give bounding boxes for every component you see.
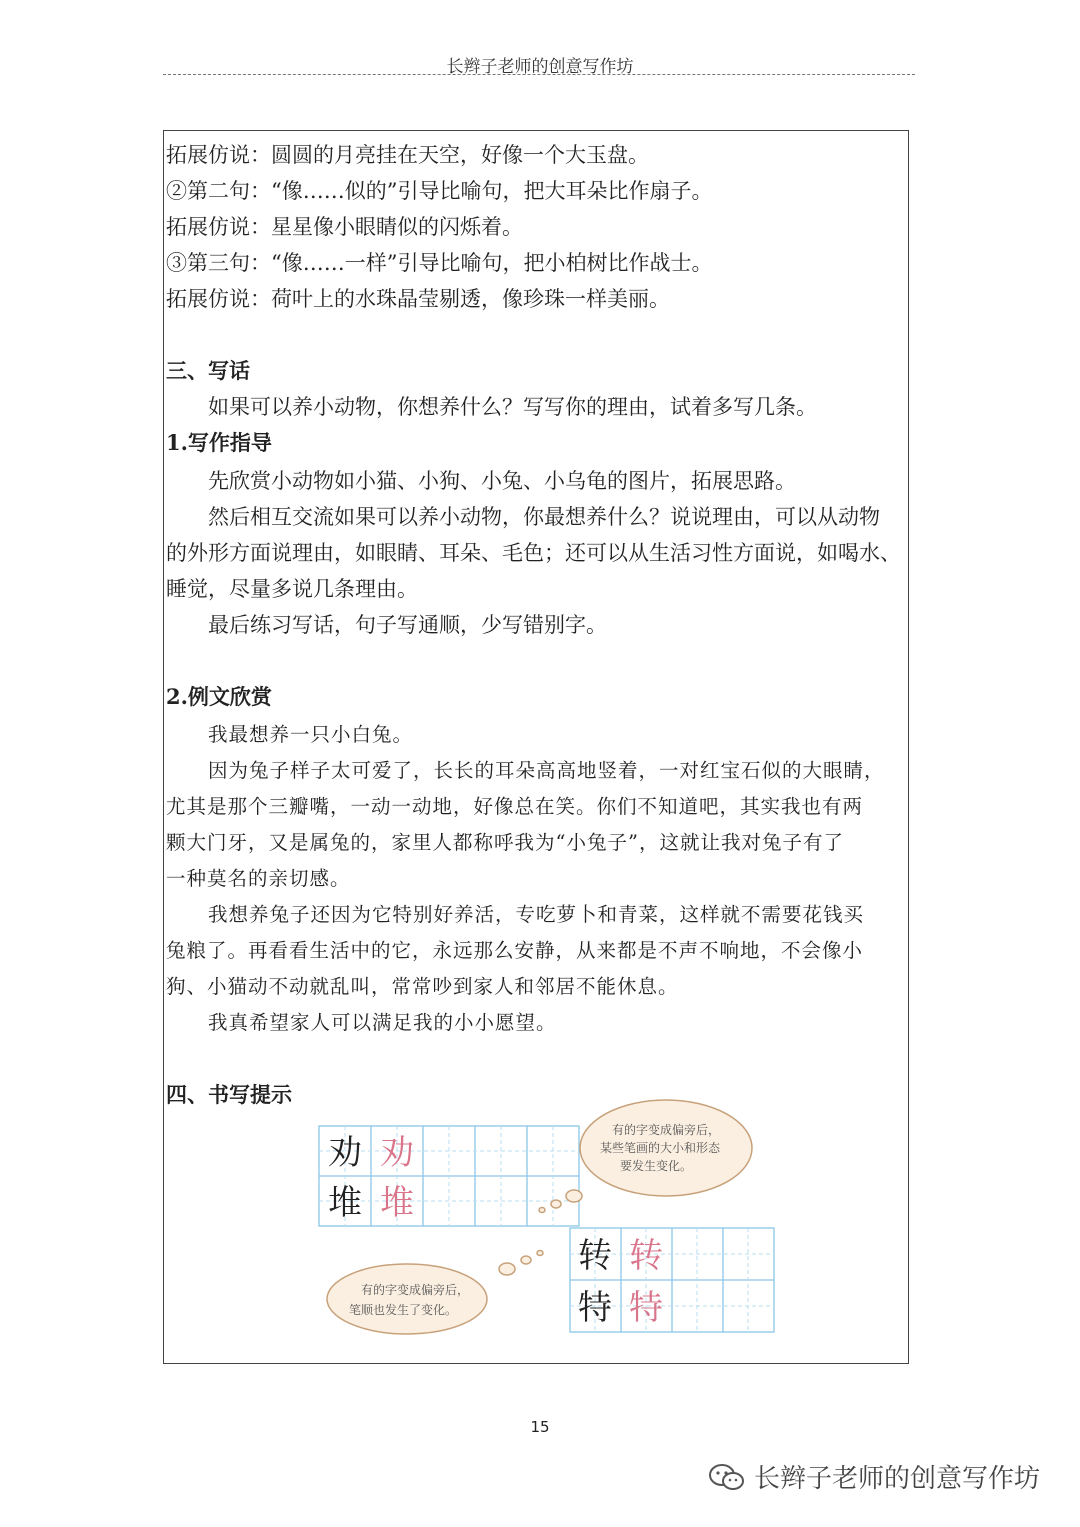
bubble-1-text: 要发生变化。 [620,1159,693,1173]
text-line: 拓展仿说：圆圆的月亮挂在天空，好像一个大玉盘。 [166,143,649,167]
example-line: 尤其是那个三瓣嘴，一动一动地，好像总在笑。你们不知道吧，其实我也有两 [166,795,864,818]
example-line: 狗、小猫动不动就乱叫，常常吵到家人和邻居不能休息。 [166,975,679,998]
char-black: 堆 [328,1183,362,1223]
guide-paragraph-3: 最后练习写话，句子写通顺，少写错别字。 [208,613,607,637]
bubble-1-text: 有的字变成偏旁后， [612,1123,721,1137]
guide-paragraph-2-line: 然后相互交流如果可以养小动物，你最想养什么？说说理由，可以从动物 [208,505,880,529]
text-line: 拓展仿说：荷叶上的水珠晶莹剔透，像珍珠一样美丽。 [166,287,670,311]
char-red: 堆 [380,1183,414,1223]
example-line: 因为兔子样子太可爱了，长长的耳朵高高地竖着，一对红宝石似的大眼睛， [208,759,885,782]
section-4-title: 四、书写提示 [166,1082,292,1107]
example-title: 2.例文欣赏 [166,684,272,709]
text-line: ③第三句：“像……一样”引导比喻句，把小柏树比作战士。 [166,251,713,275]
guide-paragraph-2-line: 睡觉，尽量多说几条理由。 [166,577,418,601]
wechat-icon [708,1462,746,1492]
bubble-2-text: 有的字变成偏旁后， [361,1283,470,1297]
bubble-1-text: 某些笔画的大小和形态 [600,1141,721,1155]
content-box [163,130,909,1364]
page-header: 长辫子老师的创意写作坊 [446,57,634,77]
example-line: 颗大门牙，又是属兔的，家里人都称呼我为“小兔子”，这就让我对兔子有了 [166,831,844,854]
char-red: 特 [629,1288,663,1328]
char-black: 转 [578,1236,612,1276]
char-black: 劝 [328,1133,362,1173]
guide-paragraph-2-line: 的外形方面说理由，如眼睛、耳朵、毛色；还可以从生活习性方面说，如喝水、 [166,541,901,565]
text-line: 拓展仿说：星星像小眼睛似的闪烁着。 [166,215,523,239]
text-line: ②第二句：“像……似的”引导比喻句，把大耳朵比作扇子。 [166,179,713,203]
guide-title: 1.写作指导 [166,430,272,455]
char-black: 特 [578,1288,612,1328]
header-divider [163,74,915,75]
guide-paragraph-1: 先欣赏小动物如小猫、小狗、小兔、小乌龟的图片，拓展思路。 [208,469,796,493]
bubble-2-text: 笔顺也发生了变化。 [349,1303,458,1317]
char-red: 转 [629,1236,663,1276]
example-line: 一种莫名的亲切感。 [166,867,351,890]
page-number: 15 [530,1418,550,1436]
example-line: 我想养兔子还因为它特别好养活，专吃萝卜和青菜，这样就不需要花钱买 [208,903,865,926]
example-line: 兔粮了。再看看生活中的它，永远那么安静，从来都是不声不响地，不会像小 [166,939,864,962]
section-3-title: 三、写话 [166,358,250,383]
example-line: 我真希望家人可以满足我的小小愿望。 [208,1011,557,1034]
writing-tips-figure [164,131,908,1363]
example-line: 我最想养一只小白兔。 [208,723,414,746]
thought-bubble-1 [539,1100,752,1213]
writing-prompt: 如果可以养小动物，你想养什么？写写你的理由，试着多写几条。 [208,395,817,419]
char-red: 劝 [380,1133,414,1173]
watermark-text: 长辫子老师的创意写作坊 [754,1464,1041,1494]
watermark [708,1458,1040,1495]
